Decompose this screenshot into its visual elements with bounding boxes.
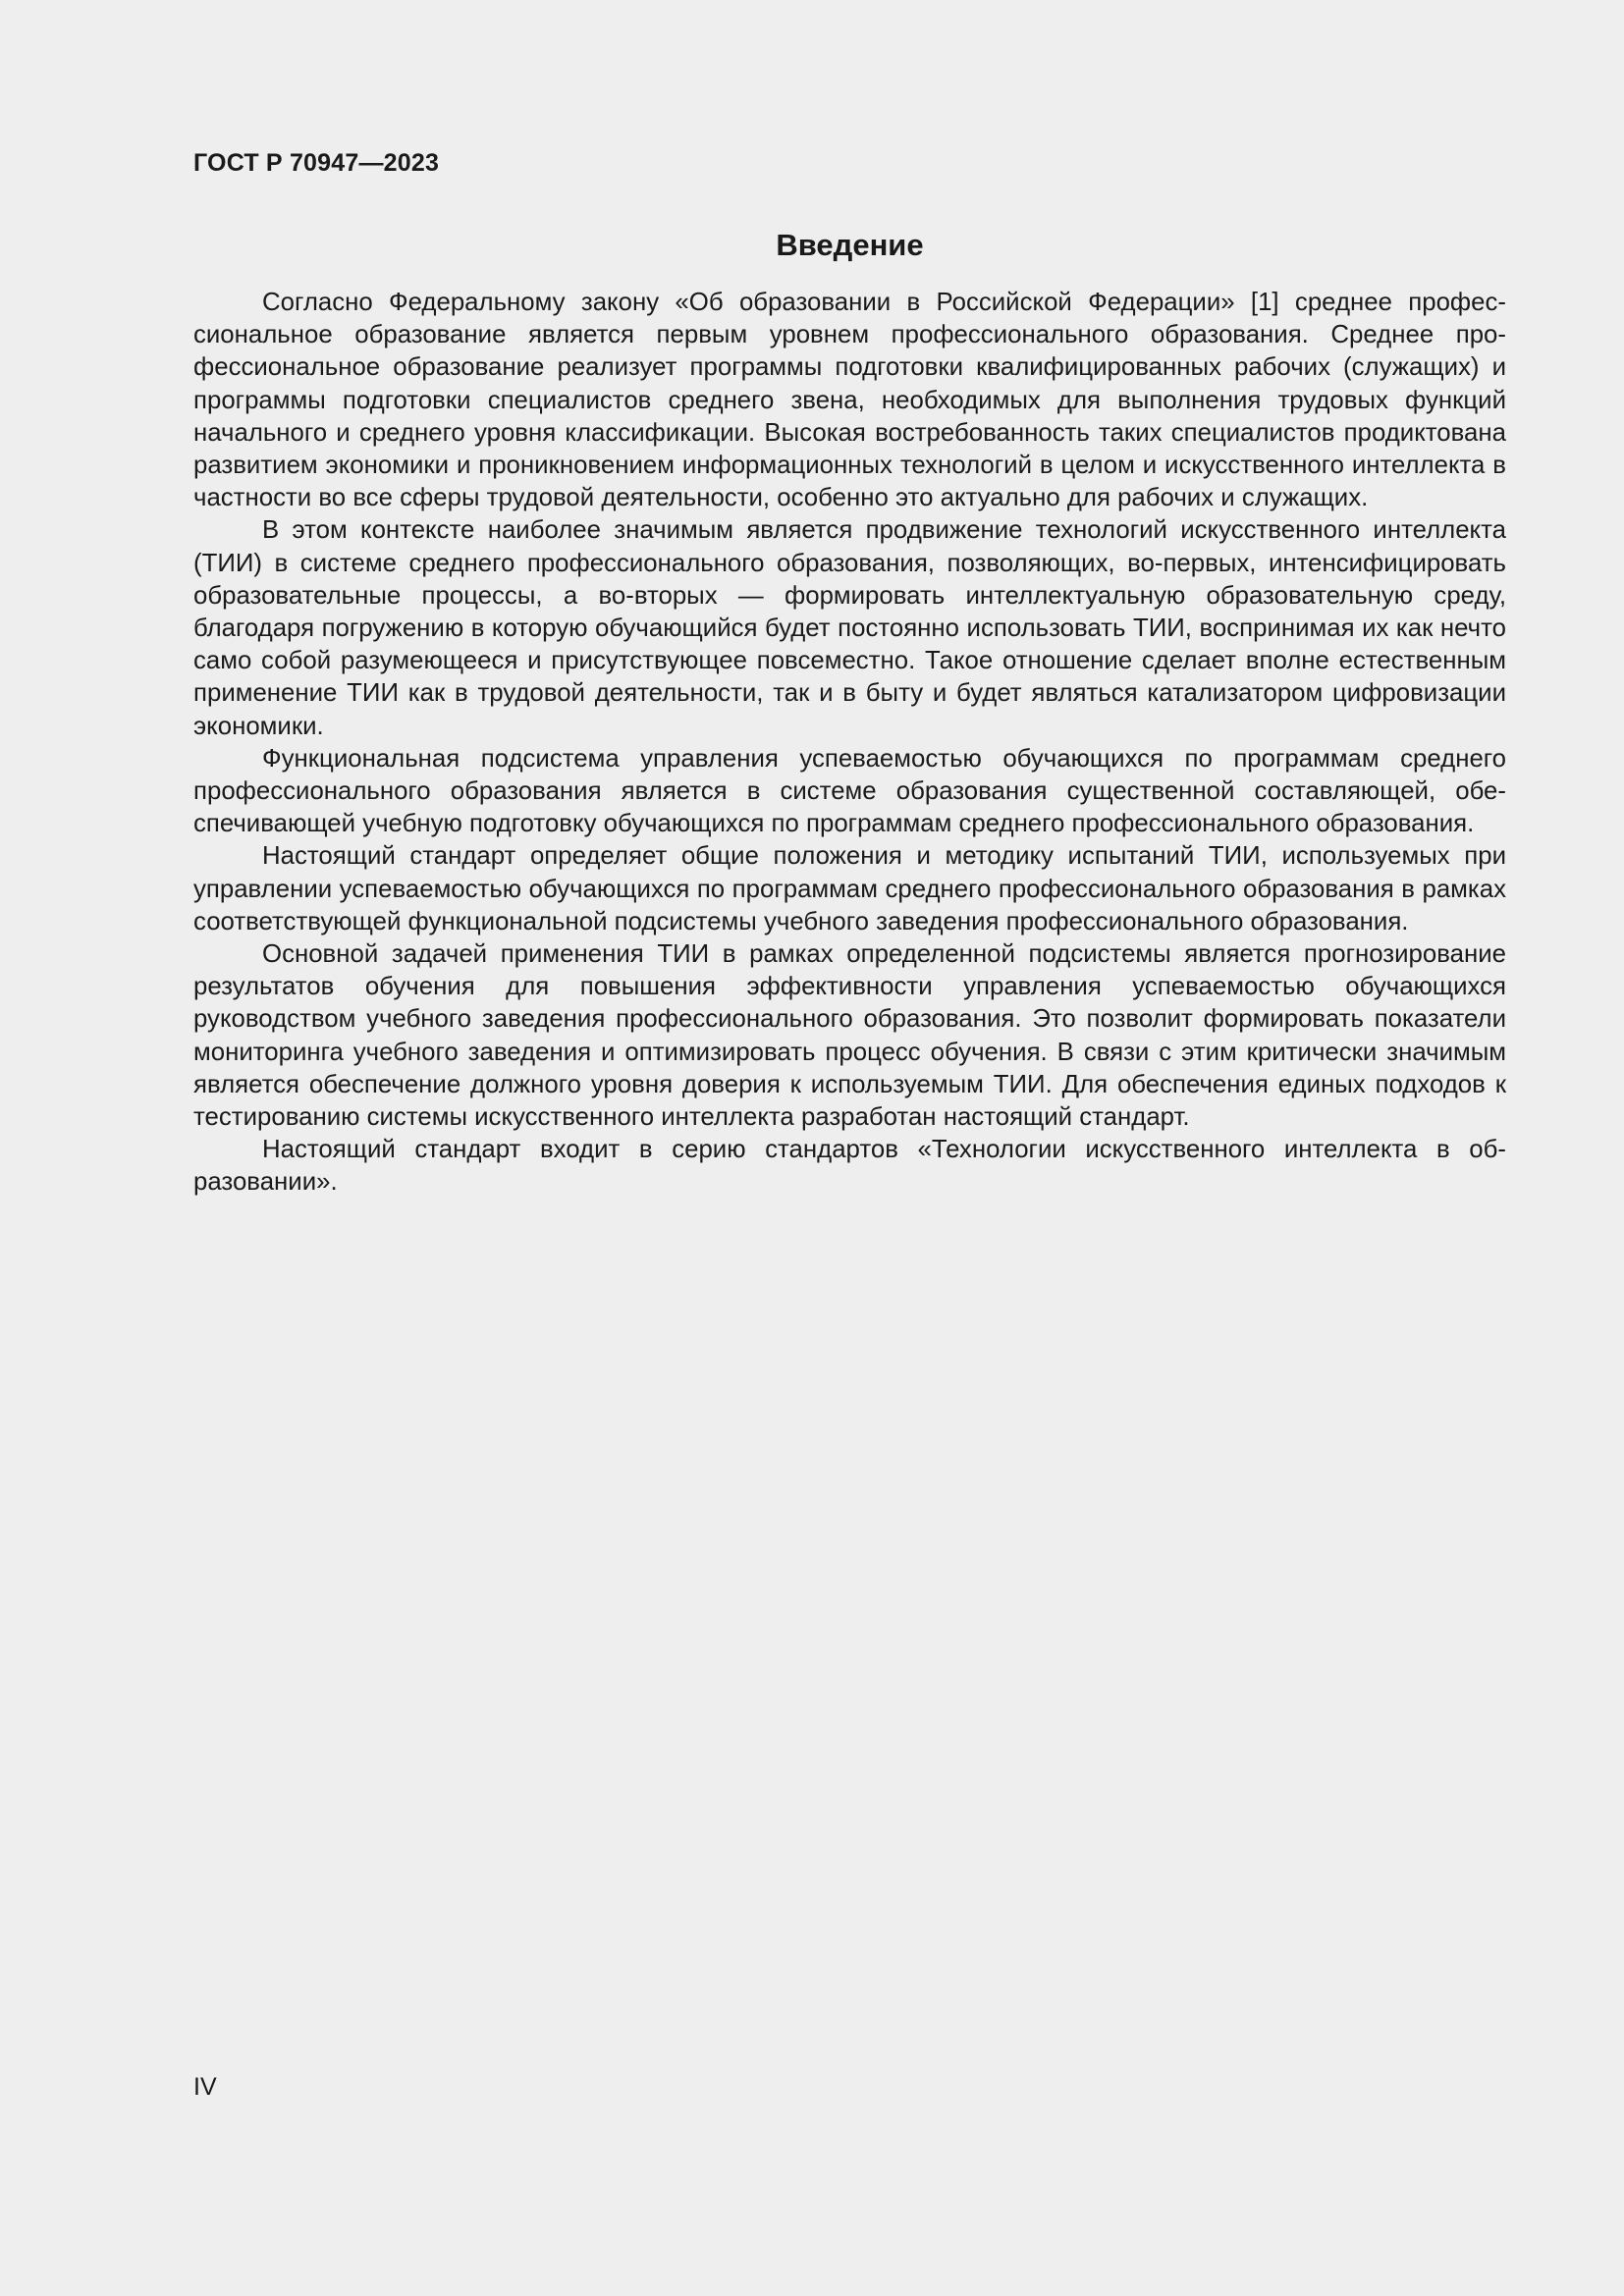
paragraph-2: В этом контексте наиболее значимым является продвижение технологий искусственного интеллекта (ТИИ) в системе среднего профессионального образования, позволяющих, во-первых, интенсифицировать образовательные процессы, а во-вторых — формировать интеллектуальную образовательную среду, благодаря погружению в которую обучающийся будет постоянно использовать ТИИ, воспринимая их как нечто само собой разумеющееся и присутствующее повсеместно. Такое отношение сделает вполне естественным применение ТИИ как в трудовой деятельности, так и в быту и будет являться катализатором цифровизации экономики. (193, 516, 1506, 740)
document-header: ГОСТ Р 70947—2023 (193, 149, 440, 177)
section-title: Введение (776, 228, 924, 262)
paragraph-4: Настоящий стандарт определяет общие положения и методику испытаний ТИИ, используемых при управлении успеваемостью обучающихся по программам среднего профессионального образования в рамках соответствующей функциональной подсистемы учебного заведения профессионального образования. (193, 842, 1506, 935)
paragraph-3: Функциональная подсистема управления успеваемостью обучающихся по программам среднего профессионального образования является в системе образования существенной составляющей, обеспечивающей учебную подготовку обучающихся по программам среднего профессионального образования. (193, 744, 1506, 838)
page-number: IV (193, 2073, 217, 2101)
paragraph-1: Согласно Федеральному закону «Об образовании в Российской Федерации» [1] среднее профессиональное образование является первым уровнем профессионального образования. Среднее профессиональное образование реализует программы подготовки квалифицированных рабочих (служащих) и программы подготовки специалистов среднего звена, необходимых для выполнения трудовых функций начального и среднего уровня классификации. Высокая востребованность таких специалистов продиктована развитием экономики и проникновением информационных технологий в целом и искусственного интеллекта в частности во все сферы трудовой деятельности, особенно это актуально для рабочих и служащих. (193, 289, 1506, 512)
paragraph-6: Настоящий стандарт входит в серию стандартов «Технологии искусственного интеллекта в образовании». (193, 1136, 1506, 1197)
body-text (193, 287, 1506, 1200)
paragraph-5: Основной задачей применения ТИИ в рамках определенной подсистемы является прогнозирование результатов обучения для повышения эффективности управления успеваемостью обучающихся руководством учебного заведения профессионального образования. Это позволит формировать показатели мониторинга учебного заведения и оптимизировать процесс обучения. В связи с этим критически значимым является обеспечение должного уровня доверия к используемым ТИИ. Для обеспечения единых подходов к тестированию системы искусственного интеллекта разработан настоящий стандарт. (193, 940, 1506, 1132)
